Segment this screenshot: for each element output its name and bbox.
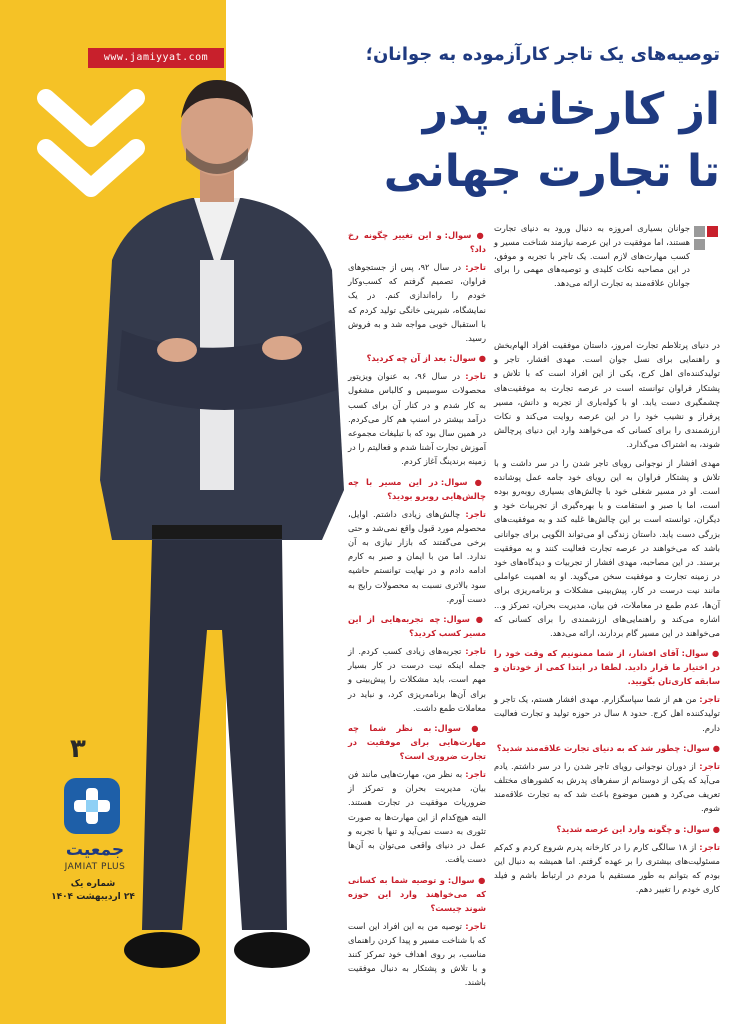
headline-line-1: از کارخانه پدر [422,84,720,135]
middle-column [348,222,486,994]
question: ● سوال: و این تغییر چگونه رخ داد؟ [348,228,486,256]
question: ● سوال: در این مسیر با چه چالش‌هایی روبرو بودید؟ [348,475,486,503]
issue-number: شماره یک [70,879,116,889]
body-paragraph: در دنیای پرتلاطم تجارت امروز، داستان موفقیت افراد الهام‌بخش و راهنمایی برای نسل جوان است. مهدی افشار، تاجر و تولیدکننده‌ای اهل کرج، یکی از این افراد است که با تلاش و پشتکار فراوان توانسته است در عرصه تجارت به موفقیت‌های چشمگیری دست یابد. او با کوله‌باری از تجربه و دانش، مسیر پرفراز و نشیب خود را در این عرصه روایت می‌کند و نکات ارزشمندی را برای کسانی که می‌خواهند وارد این دنیای پرچالش شوند، به اشتراک می‌گذارد. [494,340,720,450]
answer [348,369,486,468]
answer [348,767,486,866]
answer-label: تاجر: [699,841,720,852]
answer-text: چالش‌های زیادی داشتم. اوایل، محصولم مورد قبول واقع نمی‌شد و حتی برخی می‌گفتند که بازار نیازی به آن ندارد. اما من با ایمان و صبر به کارم ادامه دادم و در نهایت توانستم حاشیه سود بالاتری نسبت به محصولات رایج به دست آورم. [348,508,486,604]
question: ● سوال: بعد از آن چه کردید؟ [348,351,486,365]
question: ● سوال: آقای افشار، از شما ممنونیم که وقت خود را در اختیار ما قرار دادید. لطفا در ابتدا کمی از خودتان و سابقه کاری‌تان بگویید. [494,646,720,688]
answer-label: تاجر: [465,646,486,657]
answer-label: تاجر: [465,769,486,780]
answer-label: تاجر: [465,508,487,519]
headline-line-2: تا تجارت جهانی [383,146,720,197]
intro-text: جوانان بسیاری امروزه به دنبال ورود به دنیای تجارت هستند، اما موفقیت در این عرصه نیازمند شناخت مسیر و کسب مهارت‌های لازم است. یک تاجر با تجربه و موفق، در این مصاحبه نکات کلیدی و توصیه‌های مهمی را برای جوانان علاقه‌مند به تجارت ارائه می‌دهد. [494,223,690,289]
question: ● سوال: و توصیه شما به کسانی که می‌خواهند وارد این حوزه شوند چیست؟ [348,873,486,915]
answer-label: تاجر: [465,920,486,931]
answer [348,644,486,715]
right-column [494,338,720,901]
answer-text: در سال ۹۲، پس از جستجوهای فراوان، تصمیم گرفتم که کسب‌وکار خودم را راه‌اندازی کنم. در یک نمایشگاه، شیرینی خانگی تولید کردم که با استقبال خوبی مواجه شد و به فروش رسید. [348,262,486,344]
logo-subtitle: JAMIAT PLUS [64,862,126,872]
answer [494,692,720,735]
issue-date: ۲۴ اردیبهشت ۱۴۰۴ [51,892,135,902]
answer-text: در سال ۹۶، به عنوان ویزیتور محصولات سوسیس و کالباس مشغول به کار شدم و در کنار آن برای کسب درآمد بیشتر در اسنپ هم کار می‌کردم. در همین سال بود که با تبلیغات مجموعه آموزش تجارت آشنا شدم و فعالیتم را در زمینه برندینگ آغاز کردم. [348,371,486,467]
question: ● سوال: چه تجربه‌هایی از این مسیر کسب کردید؟ [348,612,486,640]
page-number: ۳ [70,734,86,764]
answer [494,759,720,816]
answer-text: از ۱۸ سالگی کارم را در کارخانه پدرم شروع کردم و کم‌کم مسئولیت‌های بیشتری را بر عهده گرفتم. اما همیشه به دنبال این بودم که بتوانم به طور مستقیم با مردم در ارتباط باشم و فیلد کاری خودم را تغییر دهم. [494,841,720,895]
question: ● سوال: به نظر شما چه مهارت‌هایی برای موفقیت در تجارت ضروری است؟ [348,721,486,763]
answer-text: توصیه من به این افراد این است که با شناخت مسیر و پیدا کردن راهنمای مناسب، بر روی اهداف خود تمرکز کنند و با تلاش و پشتکار به دنبال موفقیت باشند. [348,920,486,988]
answer-label: تاجر: [699,760,720,771]
businessman-photo [82,70,352,1010]
headline-kicker: توصیه‌های یک تاجر کارآزموده به جوانان؛ [365,44,720,65]
body-paragraph: مهدی افشار از نوجوانی رویای تاجر شدن را در سر داشت و با تلاش و پشتکار فراوان به این رویای خود جامه عمل پوشانده است. او در مسیر شغلی خود با چالش‌های بسیاری روبه‌رو بوده است، اما با صبر و استقامت و با بهره‌گیری از تجربیات خود و دیگران، توانسته است بر این چالش‌ها غلبه کند و به موفقیت‌های بزرگی دست یابد. داستان زندگی او می‌تواند الگویی برای جوانانی باشد که می‌خواهند در عرصه تجارت فعالیت کنند و به موفقیت برسند. در این مصاحبه، مهدی افشار از تجربیات و دیدگاه‌های خود در زمینه تجارت و موفقیت سخن می‌گوید. او به اهمیت عواملی مانند نیت درست در کار، پیش‌بینی مشکلات و برنامه‌ریزی برای آن‌ها، عدم طمع در معاملات، فن بیان، مدیریت بحران، تمرکز و... اشاره می‌کند و راهنمایی‌های ارزشمندی را برای کسانی که می‌خواهند در این مسیر گام بردارند، ارائه می‌دهد. [494,457,720,639]
answer-text: تجربه‌های زیادی کسب کردم. از جمله اینکه نیت درست در کار بسیار مهم است، باید مشکلات را پیش‌بینی و برای آن‌ها برنامه‌ریزی کرد، و نباید در معاملات طمع داشت. [348,646,486,713]
answer [348,919,486,990]
answer-label: تاجر: [465,262,486,272]
answer-label: تاجر: [465,371,486,382]
answer-text: من هم از شما سپاسگزارم. مهدی افشار هستم، یک تاجر و تولیدکننده اهل کرج. حدود ۸ سال در حوزه تولید و تجارت فعالیت دارم. [494,694,720,733]
answer-label: تاجر: [699,694,720,705]
logo-name: جمعیت [65,840,125,860]
answer [348,260,486,345]
site-url[interactable]: www.jamiyyat.com [88,48,224,68]
answer [348,507,486,606]
answer-text: از دوران نوجوانی رویای تاجر شدن را در سر داشتم. یادم می‌آید که یکی از دوستانم از سفرهای پدرش به کشورهای مختلف تعریف می‌کرد و همین موضوع باعث شد که به تجارت علاقه‌مند شوم. [494,760,720,814]
question: ● سوال: چطور شد که به دنیای تجارت علاقه‌مند شدید؟ [494,741,720,755]
intro-lede [494,222,720,291]
question: ● سوال: و چگونه وارد این عرصه شدید؟ [494,822,720,836]
answer [494,840,720,897]
answer-text: به نظر من، مهارت‌هایی مانند فن بیان، مدیریت بحران و تمرکز از ضروریات موفقیت در تجارت هستند. البته هیچ‌کدام از این مهارت‌ها به صورت تئوری به دست نمی‌آید و تنها با تجربه و عمل در دنیای واقعی می‌توان به آن‌ها دست یافت. [348,769,486,865]
